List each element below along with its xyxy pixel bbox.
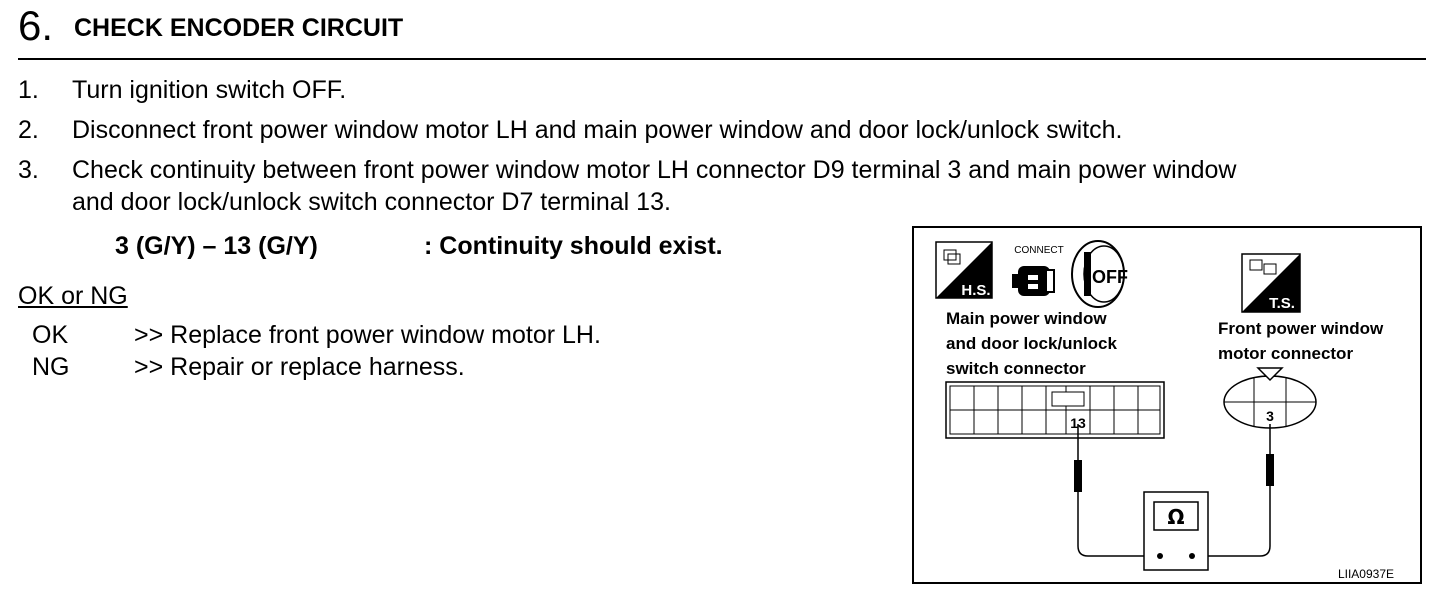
result-code: NG — [32, 353, 70, 381]
step-number: 3. — [18, 156, 39, 184]
wiring-diagram — [914, 228, 1420, 582]
result-action: >> Replace front power window motor LH. — [134, 321, 601, 349]
figure-id: LIIA0937E — [1337, 567, 1394, 581]
wiring-figure — [912, 226, 1422, 584]
step-number: 1. — [18, 76, 39, 104]
step-text: Check continuity between front power window motor LH connector D9 terminal 3 and main power window — [72, 156, 1237, 184]
connect-icon — [1012, 245, 1064, 296]
ohmmeter — [1144, 492, 1208, 570]
terminal-13: 13 — [1070, 415, 1086, 431]
ignition-off-icon — [1072, 241, 1128, 307]
ok-or-ng-heading: OK or NG — [18, 282, 128, 310]
step-number: 2. — [18, 116, 39, 144]
off-label: OFF — [1092, 267, 1128, 287]
terminal-3: 3 — [1266, 408, 1274, 424]
result-code: OK — [32, 321, 69, 349]
front-connector-label: Front power window motor connector — [1218, 319, 1384, 363]
front-motor-connector — [1224, 368, 1316, 428]
step-text: Turn ignition switch OFF. — [72, 76, 347, 104]
hs-label: H.S. — [961, 282, 991, 299]
section-header — [18, 0, 1426, 60]
ts-label: T.S. — [1269, 295, 1295, 312]
connect-label: CONNECT — [1014, 245, 1064, 256]
result-action: >> Repair or replace harness. — [134, 353, 465, 381]
step-text-cont: and door lock/unlock switch connector D7 terminal 13. — [72, 188, 671, 216]
step-text: Disconnect front power window motor LH and main power window and door lock/unlock switch. — [72, 116, 1123, 144]
spec-result: : Continuity should exist. — [424, 232, 723, 260]
section-number: 6. — [18, 2, 54, 49]
harness-side-icon — [936, 242, 992, 299]
spec-terminals: 3 (G/Y) – 13 (G/Y) — [115, 232, 318, 260]
section-title: CHECK ENCODER CIRCUIT — [74, 14, 404, 42]
main-connector-label: Main power window and door lock/unlock switch connector — [946, 309, 1117, 378]
ohm-symbol: Ω — [1167, 505, 1185, 529]
main-switch-connector — [946, 382, 1164, 438]
terminal-side-icon — [1242, 254, 1300, 312]
